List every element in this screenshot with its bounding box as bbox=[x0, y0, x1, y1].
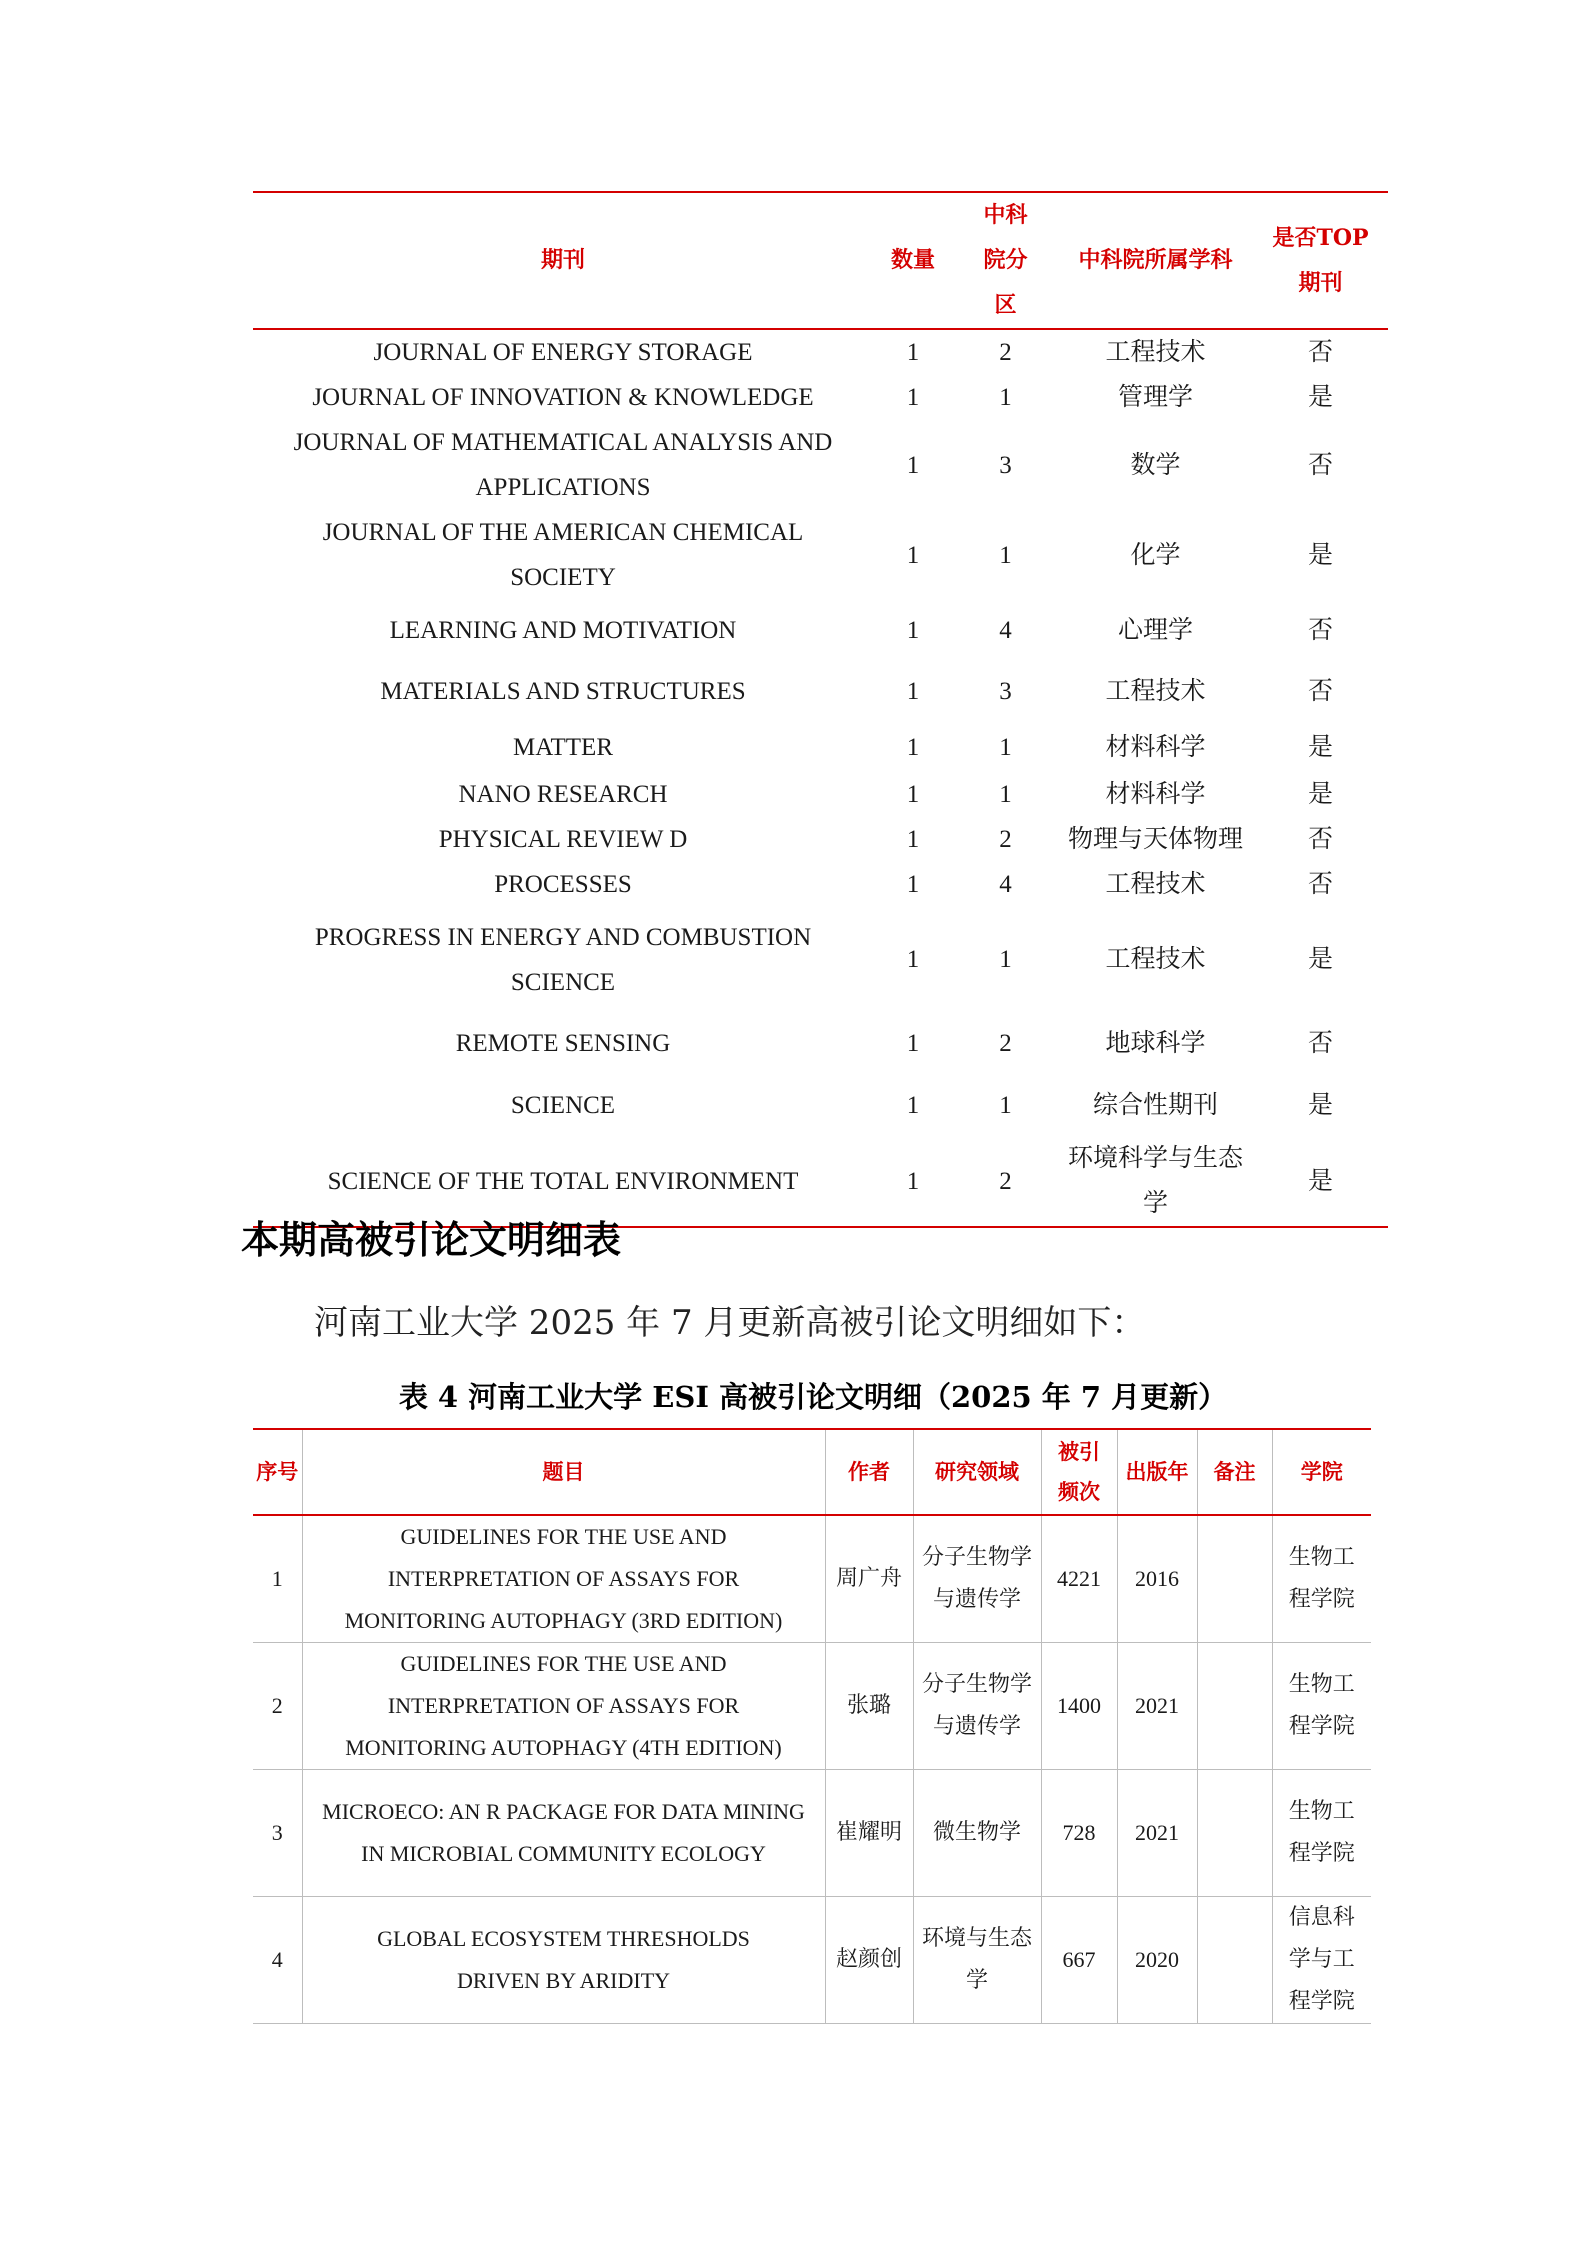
journal-count: 1 bbox=[906, 541, 920, 569]
journal-count: 1 bbox=[906, 1091, 920, 1119]
header-field: 研究领域 bbox=[913, 1429, 1041, 1515]
table-row bbox=[253, 420, 1388, 510]
paper-field: 分子生物学与遗传学 bbox=[913, 1515, 1041, 1643]
journal-name: LEARNING AND MOTIVATION bbox=[389, 616, 737, 644]
journal-top: 否 bbox=[1307, 451, 1333, 479]
header-no: 序号 bbox=[253, 1429, 302, 1515]
journal-count: 1 bbox=[906, 733, 920, 761]
table-row bbox=[253, 772, 1388, 817]
table-row bbox=[253, 1074, 1388, 1136]
paper-year: 2020 bbox=[1117, 1897, 1197, 2024]
paper-no: 1 bbox=[253, 1515, 302, 1643]
header-cas-zone: 中科院分区 bbox=[953, 192, 1058, 329]
header-journal: 期刊 bbox=[253, 192, 873, 329]
header-title: 题目 bbox=[302, 1429, 825, 1515]
paper-college: 生物工程学院 bbox=[1272, 1643, 1371, 1770]
journal-name: PHYSICAL REVIEW D bbox=[438, 826, 688, 853]
paper-author: 周广舟 bbox=[825, 1515, 913, 1643]
journal-subject: 数学 bbox=[1130, 451, 1181, 479]
table-row bbox=[253, 907, 1388, 1012]
journal-top: 否 bbox=[1307, 616, 1333, 644]
paper-no: 4 bbox=[253, 1897, 302, 2024]
header-note: 备注 bbox=[1197, 1429, 1272, 1515]
paper-table-header bbox=[253, 1429, 1371, 1515]
table-row bbox=[253, 722, 1388, 772]
table-row bbox=[253, 862, 1388, 907]
table-row bbox=[253, 329, 1388, 375]
paper-field: 微生物学 bbox=[913, 1770, 1041, 1897]
journal-zone: 1 bbox=[999, 781, 1012, 808]
journal-top: 否 bbox=[1307, 826, 1333, 853]
paper-college: 生物工程学院 bbox=[1272, 1770, 1371, 1897]
journal-subject: 工程技术 bbox=[1105, 946, 1206, 973]
header-author: 作者 bbox=[825, 1429, 913, 1515]
section-heading: 本期高被引论文明细表 bbox=[241, 1218, 622, 1262]
paper-note bbox=[1197, 1643, 1272, 1770]
header-citations: 被引频次 bbox=[1041, 1429, 1117, 1515]
table-row bbox=[253, 1770, 1371, 1897]
journal-zone: 4 bbox=[999, 871, 1012, 898]
journal-zone: 2 bbox=[953, 1136, 1058, 1227]
journal-subject: 环境科学与生态学 bbox=[1058, 1136, 1253, 1227]
header-college: 学院 bbox=[1272, 1429, 1371, 1515]
paper-citations: 667 bbox=[1041, 1897, 1117, 2024]
paper-year: 2021 bbox=[1117, 1643, 1197, 1770]
journal-name: JOURNAL OF ENERGY STORAGE bbox=[373, 339, 753, 366]
paper-college: 生物工程学院 bbox=[1272, 1515, 1371, 1643]
header-top: 是否TOP 期刊 bbox=[1253, 192, 1388, 329]
journal-zone: 2 bbox=[999, 1029, 1012, 1057]
journal-count: 1 bbox=[906, 384, 920, 411]
table-row bbox=[253, 1515, 1371, 1643]
table-row bbox=[253, 660, 1388, 722]
journal-count: 1 bbox=[906, 677, 920, 705]
table-row bbox=[253, 1136, 1388, 1227]
journal-name: SCIENCE OF THE TOTAL ENVIRONMENT bbox=[253, 1136, 873, 1227]
journal-name: MATTER bbox=[513, 733, 613, 761]
journal-subject: 工程技术 bbox=[1105, 677, 1206, 705]
table-caption: 表 4 河南工业大学 ESI 高被引论文明细（2025 年 7 月更新） bbox=[398, 1380, 1228, 1414]
paper-no: 3 bbox=[253, 1770, 302, 1897]
paper-year: 2021 bbox=[1117, 1770, 1197, 1897]
paper-author: 张璐 bbox=[825, 1643, 913, 1770]
journal-name: SCIENCE bbox=[510, 1091, 616, 1119]
journal-zone: 2 bbox=[999, 339, 1012, 366]
header-year: 出版年 bbox=[1117, 1429, 1197, 1515]
paper-author: 崔耀明 bbox=[825, 1770, 913, 1897]
journal-subject: 材料科学 bbox=[1105, 733, 1206, 761]
paper-college: 信息科学与工程学院 bbox=[1272, 1897, 1371, 2024]
journal-subject: 管理学 bbox=[1117, 384, 1193, 411]
header-cas-subject: 中科院所属学科 bbox=[1058, 192, 1253, 329]
table-row bbox=[253, 817, 1388, 862]
paper-citations: 728 bbox=[1041, 1770, 1117, 1897]
journal-zone: 1 bbox=[999, 384, 1012, 411]
journal-zone: 1 bbox=[999, 733, 1012, 761]
table-row bbox=[253, 1643, 1371, 1770]
journal-top: 否 bbox=[1307, 1029, 1333, 1057]
journal-name: PROCESSES bbox=[494, 871, 632, 898]
journal-count: 1 bbox=[906, 946, 920, 973]
journal-top: 是 bbox=[1307, 1091, 1333, 1119]
journal-top: 是 bbox=[1253, 1136, 1388, 1227]
journal-subject: 综合性期刊 bbox=[1092, 1091, 1218, 1119]
journal-subject: 心理学 bbox=[1117, 616, 1193, 644]
journal-subject: 工程技术 bbox=[1105, 871, 1206, 898]
paper-field: 分子生物学与遗传学 bbox=[913, 1643, 1041, 1770]
paper-no: 2 bbox=[253, 1643, 302, 1770]
journal-count: 1 bbox=[906, 451, 920, 479]
journal-top: 否 bbox=[1307, 871, 1333, 898]
paper-citations: 1400 bbox=[1041, 1643, 1117, 1770]
paper-title: GUIDELINES FOR THE USE AND INTERPRETATION OF ASSAYS FOR MONITORING AUTOPHAGY (4TH EDITION) bbox=[302, 1643, 825, 1770]
table-row bbox=[253, 1012, 1388, 1074]
paper-note bbox=[1197, 1770, 1272, 1897]
paper-table bbox=[253, 1428, 1371, 2024]
paper-note bbox=[1197, 1897, 1272, 2024]
journal-zone: 3 bbox=[999, 677, 1012, 705]
paper-author: 赵颜创 bbox=[825, 1897, 913, 2024]
journal-subject: 工程技术 bbox=[1105, 339, 1206, 366]
journal-count: 1 bbox=[873, 1136, 953, 1227]
intro-paragraph: 河南工业大学 2025 年 7 月更新高被引论文明细如下： bbox=[314, 1303, 1146, 1343]
journal-zone: 1 bbox=[999, 541, 1012, 569]
journal-name: REMOTE SENSING bbox=[455, 1029, 671, 1057]
paper-title: GLOBAL ECOSYSTEM THRESHOLDS DRIVEN BY ARIDITY bbox=[302, 1897, 825, 2024]
journal-name: NANO RESEARCH bbox=[458, 781, 668, 808]
paper-year: 2016 bbox=[1117, 1515, 1197, 1643]
table-row bbox=[253, 375, 1388, 420]
journal-subject: 物理与天体物理 bbox=[1067, 826, 1243, 853]
journal-table bbox=[253, 191, 1388, 1228]
journal-name: MATERIALS AND STRUCTURES bbox=[380, 677, 746, 705]
table-row bbox=[253, 1897, 1371, 2024]
journal-top: 是 bbox=[1307, 384, 1333, 411]
journal-top: 否 bbox=[1307, 339, 1333, 366]
journal-count: 1 bbox=[906, 781, 920, 808]
journal-subject: 地球科学 bbox=[1105, 1029, 1206, 1057]
journal-zone: 2 bbox=[999, 826, 1012, 853]
journal-top: 是 bbox=[1307, 946, 1333, 973]
table-row bbox=[253, 510, 1388, 600]
journal-name: JOURNAL OF INNOVATION & KNOWLEDGE bbox=[312, 384, 814, 411]
journal-zone: 3 bbox=[999, 451, 1012, 479]
journal-top: 是 bbox=[1307, 781, 1333, 808]
table-row bbox=[253, 600, 1388, 660]
paper-title: MICROECO: AN R PACKAGE FOR DATA MINING IN MICROBIAL COMMUNITY ECOLOGY bbox=[302, 1770, 825, 1897]
journal-subject: 化学 bbox=[1130, 541, 1181, 569]
journal-count: 1 bbox=[906, 1029, 920, 1057]
journal-top: 否 bbox=[1307, 677, 1333, 705]
journal-zone: 1 bbox=[999, 1091, 1012, 1119]
header-count: 数量 bbox=[873, 192, 953, 329]
paper-citations: 4221 bbox=[1041, 1515, 1117, 1643]
journal-top: 是 bbox=[1307, 733, 1333, 761]
journal-top: 是 bbox=[1307, 541, 1333, 569]
journal-count: 1 bbox=[906, 616, 920, 644]
journal-count: 1 bbox=[906, 871, 920, 898]
paper-note bbox=[1197, 1515, 1272, 1643]
journal-count: 1 bbox=[906, 339, 920, 366]
journal-name: JOURNAL OF MATHEMATICAL ANALYSIS AND APPLICATIONS bbox=[293, 429, 833, 501]
journal-count: 1 bbox=[906, 826, 920, 853]
paper-field: 环境与生态学 bbox=[913, 1897, 1041, 2024]
journal-name: JOURNAL OF THE AMERICAN CHEMICAL SOCIETY bbox=[322, 519, 804, 591]
journal-zone: 1 bbox=[999, 946, 1012, 973]
journal-name: PROGRESS IN ENERGY AND COMBUSTION SCIENCE bbox=[314, 923, 812, 996]
paper-title: GUIDELINES FOR THE USE AND INTERPRETATION OF ASSAYS FOR MONITORING AUTOPHAGY (3RD EDITION) bbox=[302, 1515, 825, 1643]
journal-subject: 材料科学 bbox=[1105, 781, 1206, 808]
journal-zone: 4 bbox=[999, 616, 1012, 644]
journal-table-header bbox=[253, 192, 1388, 329]
